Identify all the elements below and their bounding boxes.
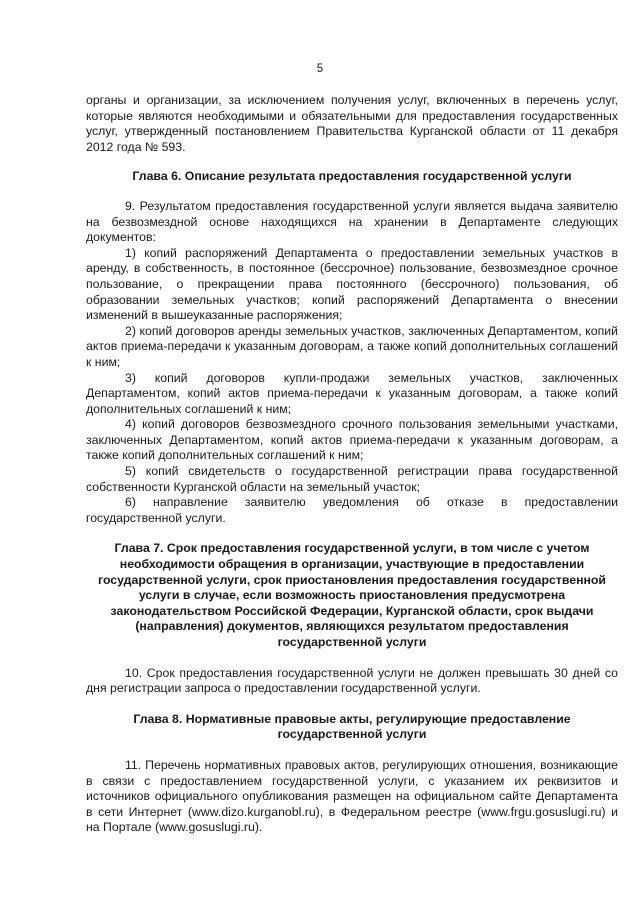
document-body [86,93,618,836]
chapter-7-heading: Глава 7. Срок предоставления государственной услуги, в том числе с учетом необходимости обращения в организации, участвующие в предоставлении государственной услуги, срок приостановления предоставления государственной услуги в случае, если возможность приостановления предусмотрена законодательством Российской Федерации, Курганской области, срок выдачи (направления) документов, являющихся результатом предоставления государственной услуги [98,541,606,649]
list-item-2: 2) копий договоров аренды земельных участков, заключенных Департаментом, копий актов приема-передачи к указанным договорам, а также копий дополнительных соглашений к ним; [86,323,618,369]
list-item-4: 4) копий договоров безвозмездного срочного пользования земельными участками, заключенных Департаментом, копий актов приема-передачи к указанным договорам, а также копий дополнительных соглашений к ним; [86,417,618,463]
page-number: 5 [316,63,324,75]
paragraph-11: 11. Перечень нормативных правовых актов, регулирующих отношения, возникающие в связи с предоставлением государственной услуги, с указанием их реквизитов и источников официального опубликования размещен на официальном сайте Департамента в сети Интернет (www.dizo.kurganobl.ru), в Федеральном реестре (www.frgu.gosuslugi.ru) и на Портале (www.gosuslugi.ru). [86,757,618,835]
intro-paragraph: органы и организации, за исключением получения услуг, включенных в перечень услуг, которые являются необходимыми и обязательными для предоставления государственных услуг, утвержденный постановлением Правительства Курганской области от 11 декабря 2012 года № 593. [86,93,618,154]
paragraph-9: 9. Результатом предоставления государственной услуги является выдача заявителю на безвозмездной основе находящихся на хранении в Департаменте следующих документов: [86,198,618,245]
list-item-5: 5) копий свидетельств о государственной регистрации права государственной собственности Курганской области на земельный участок; [86,464,618,494]
list-item-3: 3) копий договоров купли-продажи земельных участков, заключенных Департаментом, копий актов приема-передачи к указанным договорам, а также копий дополнительных соглашений к ним; [86,370,618,416]
chapter-6-heading: Глава 6. Описание результата предоставления государственной услуги [132,169,572,184]
paragraph-10: 10. Срок предоставления государственной услуги не должен превышать 30 дней со дня регистрации запроса о предоставлении государственной услуги. [86,665,618,696]
list-item-1: 1) копий распоряжений Департамента о предоставлении земельных участков в аренду, в собственность, в постоянное (бессрочное) пользование, безвозмездное срочное пользование, о прекращении права постоянного (бессрочного) пользования, об образовании земельных участков; копий распоряжений Департамента о внесении изменений в вышеуказанные распоряжения; [86,245,618,323]
chapter-8-heading: Глава 8. Нормативные правовые акты, регулирующие предоставление государственной услуги [133,711,571,742]
list-item-6: 6) направление заявителю уведомления об отказе в предоставлении государственной услуги. [86,495,618,525]
